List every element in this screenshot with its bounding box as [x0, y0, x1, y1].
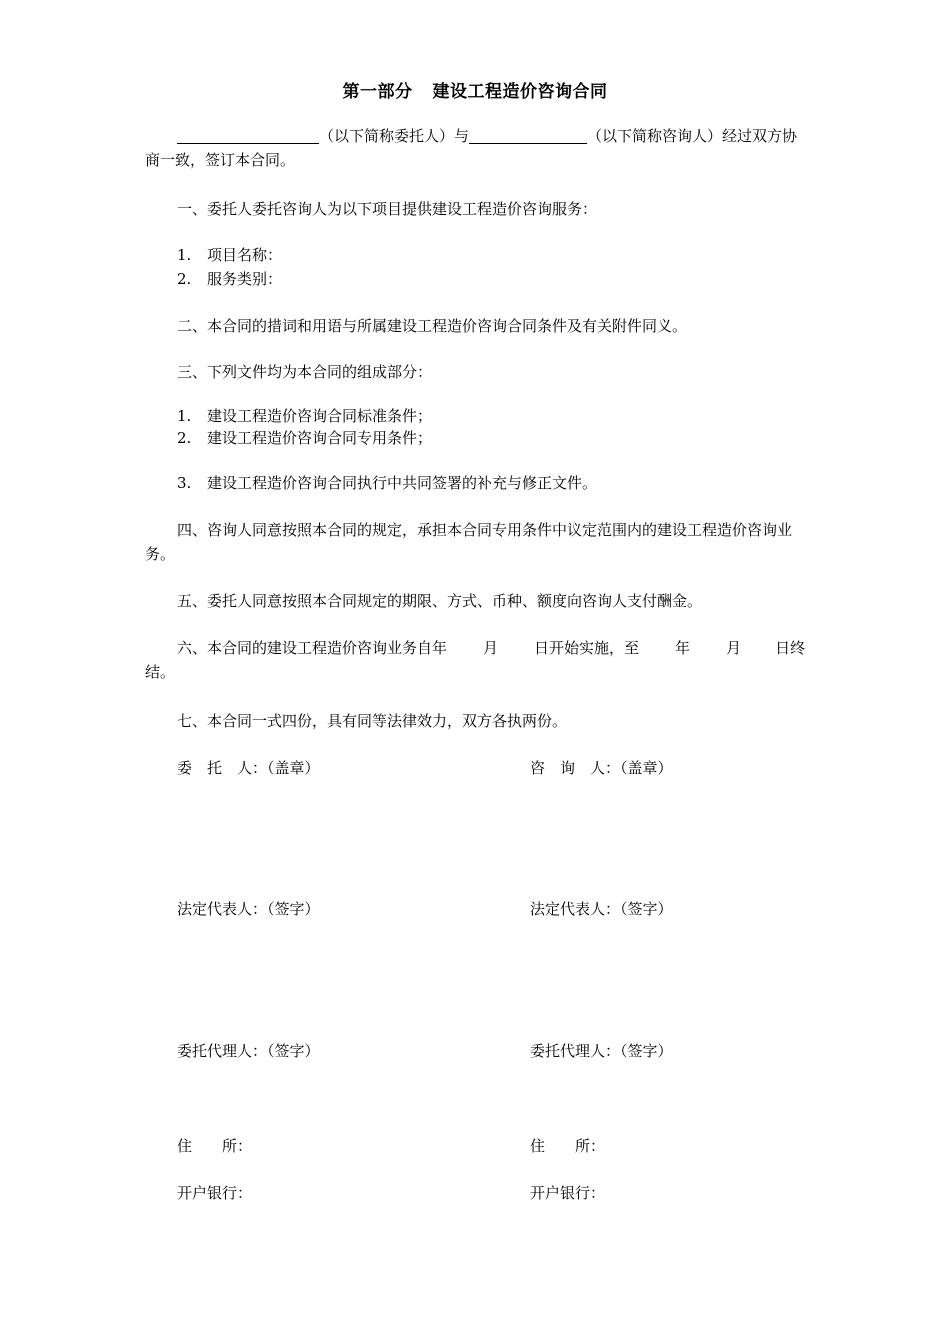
clause-6-month1: 月: [483, 639, 499, 657]
client-agent-label: 委托代理人：（签字）: [177, 1042, 320, 1060]
item-number: 2.: [177, 429, 192, 447]
item-text: 服务类别：: [207, 270, 283, 288]
clause-3-item: [177, 406, 432, 426]
clause-6: [145, 636, 810, 684]
clause-3-item: [177, 473, 597, 493]
clause-6-year2: 年: [675, 639, 691, 657]
item-number: 3.: [177, 474, 192, 492]
client-party-label: 委 托 人：（盖章）: [177, 759, 320, 777]
item-number: 1.: [177, 246, 192, 264]
title-part: 第一部分: [342, 82, 413, 102]
clause-6-part1: 六、本合同的建设工程造价咨询业务自年: [177, 639, 448, 657]
item-text: 建设工程造价咨询合同标准条件；: [207, 407, 433, 425]
clause-3-item: [177, 428, 432, 448]
consultant-name-blank: [469, 127, 587, 144]
consultant-rep-label: 法定代表人：（签字）: [530, 900, 673, 918]
title-name: 建设工程造价咨询合同: [432, 82, 608, 102]
clause-4: 四、咨询人同意按照本合同的规定，承担本合同专用条件中议定范围内的建设工程造价咨询业务。: [145, 521, 793, 563]
clause-1-item: [177, 269, 282, 289]
consultant-bank-label: 开户银行：: [530, 1184, 606, 1202]
clause-5: 五、委托人同意按照本合同规定的期限、方式、币种、额度向咨询人支付酬金。: [177, 592, 703, 610]
item-text: 建设工程造价咨询合同执行中共同签署的补充与修正文件。: [207, 474, 598, 492]
clause-7: 七、本合同一式四份，具有同等法律效力，双方各执两份。: [177, 712, 568, 730]
client-name-blank: [177, 127, 319, 144]
item-text: 项目名称：: [207, 246, 283, 264]
consultant-agent-label: 委托代理人：（签字）: [530, 1042, 673, 1060]
clause-2: 二、本合同的措词和用语与所属建设工程造价咨询合同条件及有关附件同义。: [177, 317, 688, 335]
clause-6-month2: 月: [726, 639, 742, 657]
client-rep-label: 法定代表人：（签字）: [177, 900, 320, 918]
item-number: 1.: [177, 407, 192, 425]
document-title: [0, 77, 950, 102]
clause-6-part3: 日终结。: [145, 639, 806, 681]
clause-1-item: [177, 245, 282, 265]
consultant-note: （以下简称咨询人）经过双方协商一致，签订本合同。: [145, 127, 798, 169]
item-text: 建设工程造价咨询合同专用条件；: [207, 429, 433, 447]
intro-paragraph: [145, 124, 810, 172]
consultant-address-label: 住 所：: [530, 1137, 606, 1155]
client-address-label: 住 所：: [177, 1137, 253, 1155]
item-number: 2.: [177, 270, 192, 288]
client-note: （以下简称委托人）与: [319, 127, 470, 145]
clause-6-part2: 日开始实施，至: [534, 639, 640, 657]
clause-3: 三、下列文件均为本合同的组成部分：: [177, 363, 433, 381]
clause-1: 一、委托人委托咨询人为以下项目提供建设工程造价咨询服务：: [177, 200, 598, 218]
consultant-party-label: 咨 询 人：（盖章）: [530, 759, 673, 777]
client-bank-label: 开户银行：: [177, 1184, 253, 1202]
